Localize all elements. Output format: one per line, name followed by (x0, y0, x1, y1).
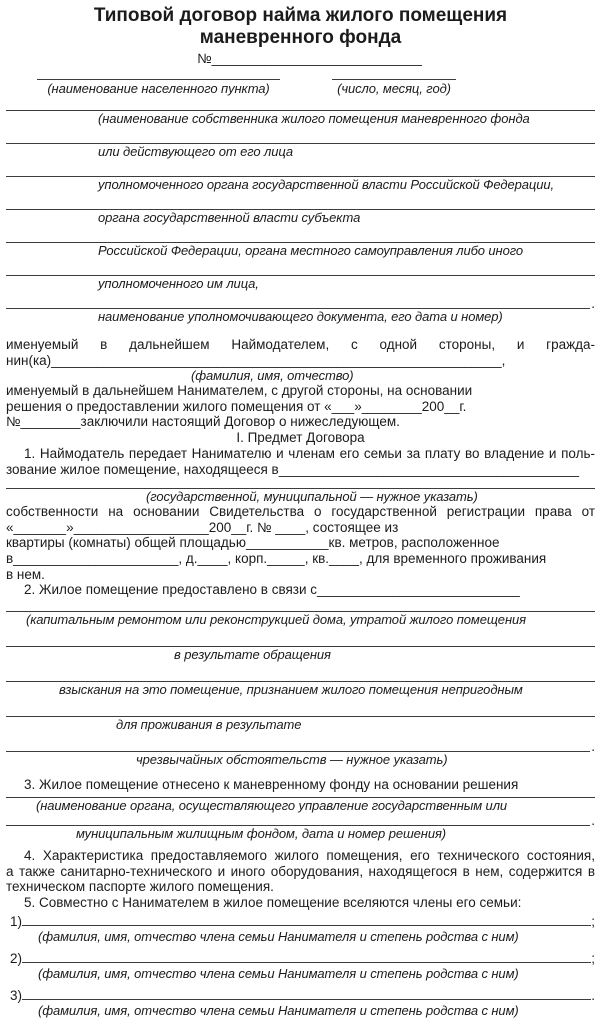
title-line-1: Типовой договор найма жилого помещения (93, 5, 508, 26)
authority-fill-caption: (наименование органа, осуществляющего управление государственным или (36, 798, 508, 814)
member-blank-line (6, 950, 595, 966)
member-blank-line (6, 987, 595, 1003)
blank-line (6, 707, 595, 717)
member-caption: (фамилия, имя, отчество члена семьи Нанимателя и степень родства с ним) (38, 1002, 519, 1018)
reason-fill-caption: в результате обращения (174, 646, 331, 662)
line-tail: . (591, 813, 595, 829)
member-line-tail: ; (591, 950, 595, 966)
landlord-fill-unit (6, 201, 595, 234)
landlord-fill-unit (6, 135, 595, 168)
clause-1-paragraph (6, 446, 595, 477)
fill-rule (6, 275, 595, 276)
blank-line (6, 102, 595, 111)
authority-fill-unit (6, 813, 595, 848)
line-tail: . (591, 296, 595, 311)
member-fill-rule (22, 925, 591, 926)
landlord-fill-caption: Российской Федерации, органа местного самоуправления либо иного (98, 243, 524, 258)
clause-5-intro: 5. Совместно с Нанимателем в жилое помещение вселяются члены его семьи: (24, 894, 522, 910)
clause-3-intro: 3. Жилое помещение отнесено к маневренному фонду на основании решения (24, 776, 519, 792)
authority-fill-section (6, 792, 595, 848)
place-date-row (6, 79, 595, 96)
blank-line (6, 479, 595, 489)
clause-2-intro: 2. Жилое помещение предоставлено в связи с___________________________ (24, 582, 520, 598)
authority-fill-caption: муниципальным жилищным фондом, дата и номер решения) (76, 826, 447, 842)
blank-line (6, 267, 595, 276)
blank-line (6, 234, 595, 243)
blank-line (6, 201, 595, 210)
reason-fill-caption: взыскания на это помещение, признанием жилого помещения непригодным (59, 681, 523, 697)
blank-line (6, 602, 595, 612)
blank-line (6, 738, 595, 754)
blank-line (6, 168, 595, 177)
blank-line (6, 672, 595, 682)
paragraph-line: 4. Характеристика предоставляемого жилого помещения, его технического состояния, (24, 848, 595, 864)
line-tail: . (591, 738, 595, 754)
clause-1-continued (6, 504, 595, 598)
landlord-fill-unit (6, 168, 595, 201)
paragraph-line: зование жилое помещение, находящееся в________________________________________ (6, 461, 580, 477)
ownership-fill-unit (6, 479, 595, 504)
landlord-fill-caption: или действующего от его лица (98, 144, 293, 159)
place-caption: (наименование населенного пункта) (47, 81, 270, 96)
paragraph-line: 1. Наймодатель передает Нанимателю и членам его семьи за плату во владение и поль- (24, 445, 595, 461)
reason-fill-caption: для проживания в результате (116, 716, 302, 732)
paragraph-line: решения о предоставлении жилого помещения от «___»________200__г. (6, 398, 467, 414)
reason-fill-caption: чрезвычайных обстоятельств — нужное указать) (136, 751, 448, 767)
member-fill-rule (22, 999, 591, 1000)
member-fill-rule (22, 962, 591, 963)
blank-line (6, 296, 595, 311)
paragraph-line: собственности на основании Свидетельства о государственной регистрации права от (6, 504, 595, 520)
landlord-fill-caption: (наименование собственника жилого помещения маневренного фонда (98, 111, 530, 126)
landlord-fill-caption: органа государственной власти субъекта (98, 210, 361, 225)
family-member-row (6, 950, 595, 987)
paragraph-line: №________заключили настоящий Договор о нижеследующем. (6, 414, 400, 430)
contract-number-blank: №____________________________ (197, 51, 422, 66)
date-caption: (число, месяц, год) (337, 81, 451, 96)
paragraph-line: в______________________, д.____, корп._____, кв.____, для временного проживания (6, 550, 547, 566)
fill-rule (6, 143, 595, 144)
reason-fill-unit (6, 707, 595, 742)
date-field (332, 79, 456, 96)
landlord-fill-unit (6, 267, 595, 300)
landlord-fill-caption: наименование уполномочивающего документа, его дата и номер) (98, 309, 503, 324)
paragraph-line: квартиры (комнаты) общей площадью___________кв. метров, расположенное (6, 535, 500, 551)
reason-fill-unit (6, 602, 595, 637)
paragraph-line: «_______»__________________200__г. № ____, состоящее из (6, 519, 399, 535)
reason-fill-section (6, 602, 595, 777)
family-member-row (6, 987, 595, 1024)
reason-fill-unit (6, 738, 595, 777)
paragraph-line: именуемый в дальнейшем Наймодателем, с одной стороны, и гражда- (6, 337, 595, 352)
section-1-heading: I. Предмет Договора (236, 429, 365, 445)
document-title (6, 0, 595, 48)
reason-fill-unit (6, 637, 595, 672)
paragraph-line: именуемый в дальнейшем Нанимателем, с другой стороны, на основании (6, 383, 473, 399)
place-field (37, 79, 280, 96)
ownership-caption: (государственной, муниципальной — нужное указать) (146, 489, 478, 505)
landlord-fill-caption: уполномоченного им лица, (98, 276, 259, 291)
landlord-fill-unit (6, 234, 595, 267)
reason-fill-unit (6, 672, 595, 707)
clause-3-paragraph (6, 777, 595, 793)
family-members-section (6, 913, 595, 1024)
member-line-tail: . (591, 987, 595, 1003)
fio-caption: (фамилия, имя, отчество) (191, 368, 354, 384)
landlord-fill-caption: уполномоченного органа государственной власти Российской Федерации, (98, 177, 554, 192)
paragraph-line: в нем. (6, 566, 45, 582)
member-caption: (фамилия, имя, отчество члена семьи Нанимателя и степень родства с ним) (38, 928, 519, 944)
landlord-fill-unit (6, 296, 595, 333)
paragraph-line: а также санитарно-технического и иного оборудования, находящегося в нем, содержится в (6, 863, 595, 879)
blank-line (6, 637, 595, 647)
member-blank-line (6, 913, 595, 929)
citizen-name-blank: нин(ка)____________________________________________________________, (6, 352, 506, 368)
clause-4-paragraph (6, 848, 595, 894)
landlord-fill-unit (6, 102, 595, 135)
family-member-row (6, 913, 595, 950)
blank-line (6, 135, 595, 144)
title-line-2: маневренного фонда (199, 26, 402, 48)
authority-fill-unit (6, 792, 595, 820)
member-number: 2) (10, 950, 23, 966)
member-caption: (фамилия, имя, отчество члена семьи Нанимателя и степень родства с ним) (38, 965, 519, 981)
member-line-tail: ; (591, 913, 595, 929)
parties-paragraph (6, 337, 595, 430)
paragraph-line: техническом паспорте жилого помещения. (6, 879, 274, 895)
member-number: 3) (10, 987, 23, 1003)
reason-fill-caption: (капитальным ремонтом или реконструкцией дома, утратой жилого помещения (26, 611, 526, 627)
landlord-fill-section (6, 102, 595, 333)
member-number: 1) (10, 913, 23, 929)
